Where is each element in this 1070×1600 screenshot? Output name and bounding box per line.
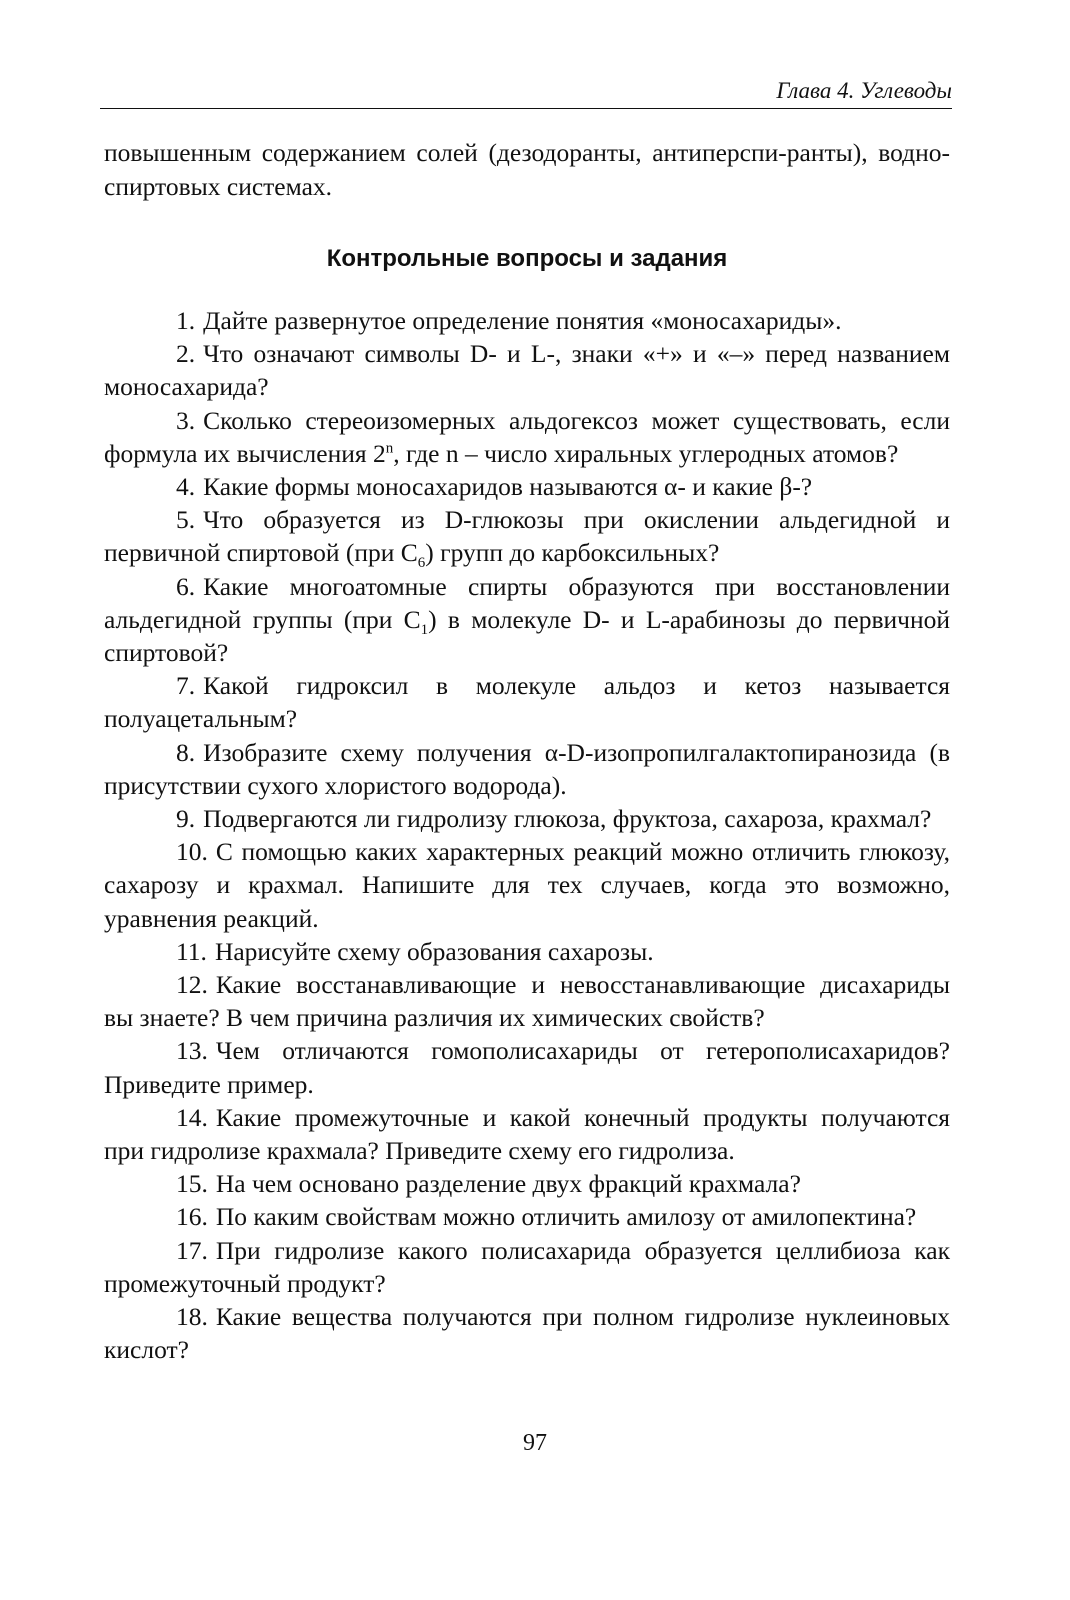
question-number: 11.	[176, 936, 207, 966]
question-text: Что означают символы D- и L-, знаки «+» и «–» перед названием моносахарида?	[104, 339, 950, 402]
question-number: 13.	[176, 1036, 208, 1066]
question-item	[104, 337, 950, 403]
question-number: 16.	[176, 1202, 208, 1232]
subscript: 6	[417, 555, 426, 572]
running-header: Глава 4. Углеводы	[776, 78, 952, 103]
header-rule	[100, 108, 952, 109]
question-number: 9.	[176, 804, 196, 834]
question-number: 3.	[176, 405, 196, 435]
question-item	[104, 1200, 950, 1233]
question-text: Нарисуйте схему образования сахарозы.	[214, 936, 654, 966]
question-item	[104, 1101, 950, 1167]
question-item	[104, 1167, 950, 1200]
section-heading: Контрольные вопросы и задания	[326, 245, 728, 272]
question-number: 1.	[176, 306, 196, 335]
question-number: 17.	[176, 1235, 208, 1265]
question-number: 15.	[176, 1169, 208, 1199]
question-number: 4.	[176, 472, 196, 502]
question-text: Какие восстанавливающие и невосстанавливающие дисахариды вы знаете? В чем причина различия их химических свойств?	[104, 970, 950, 1033]
question-text: Какие вещества получаются при полном гидролизе нуклеиновых кислот?	[104, 1302, 950, 1365]
question-text: Какие многоатомные спирты образуются при восстановлении альдегидной группы (при C	[104, 571, 950, 634]
question-number: 7.	[176, 671, 196, 701]
question-number: 18.	[176, 1302, 208, 1332]
question-text: Чем отличаются гомополисахариды от гетерополисахаридов? Приведите пример.	[104, 1036, 950, 1099]
question-item	[104, 1300, 950, 1366]
question-text: На чем основано разделение двух фракций крахмала?	[215, 1169, 801, 1199]
question-item	[104, 1234, 950, 1300]
question-text: По каким свойствам можно отличить амилозу от амилопектина?	[215, 1202, 917, 1232]
question-text: С помощью каких характерных реакций можно отличить глюкозу, сахарозу и крахмал. Напишите для тех случаев, когда это возможно, уравнения реакций.	[104, 837, 950, 933]
question-number: 5.	[176, 505, 196, 535]
question-text: Сколько стереоизомерных альдогексоз может существовать, если формула их вычисления 2	[104, 405, 950, 468]
question-text-end: ) групп до карбоксильных?	[425, 538, 720, 568]
question-text: Что образуется из D-глюкозы при окислении альдегидной и первичной спиртовой (при C	[104, 505, 950, 568]
question-number: 2.	[176, 339, 196, 369]
question-item	[104, 404, 950, 470]
question-item	[104, 968, 950, 1034]
question-text-end: , где n – число хиральных углеродных атомов?	[393, 438, 899, 468]
question-item	[104, 1034, 950, 1100]
question-item	[104, 470, 950, 503]
intro-paragraph: повышенным содержанием солей (дезодоранты, антиперспи-ранты), водно-спиртовых системах.	[104, 138, 950, 201]
question-number: 14.	[176, 1102, 208, 1132]
questions-list	[104, 304, 950, 1367]
question-text: Какие формы моносахаридов называются α- и какие β-?	[203, 472, 813, 502]
question-item	[104, 935, 950, 968]
question-item	[104, 835, 950, 935]
question-item	[104, 503, 950, 572]
page-number: 97	[523, 1430, 547, 1456]
question-text: Какой гидроксил в молекуле альдоз и кетоз называется полуацетальным?	[104, 671, 950, 734]
question-item	[104, 802, 950, 835]
question-number: 10.	[176, 837, 208, 867]
question-text: Подвергаются ли гидролизу глюкоза, фруктоза, сахароза, крахмал?	[203, 804, 932, 834]
question-text-end: ) в молекуле D- и L-арабинозы до первичной спиртовой?	[104, 604, 950, 668]
question-number: 12.	[176, 970, 208, 1000]
question-number: 6.	[176, 571, 196, 601]
question-item	[104, 304, 950, 337]
superscript: n	[385, 440, 394, 457]
question-item	[104, 669, 950, 735]
question-item	[104, 736, 950, 802]
subscript: 1	[420, 621, 429, 638]
question-text: Дайте развернутое определение понятия «моносахариды».	[203, 306, 842, 335]
question-text: Какие промежуточные и какой конечный продукты получаются при гидролизе крахмала? Приведите схему его гидролиза.	[104, 1102, 950, 1166]
question-text: Изобразите схему получения α-D-изопропилгалактопиранозида (в присутствии сухого хлористого водорода).	[104, 737, 950, 800]
question-item	[104, 570, 950, 670]
question-number: 8.	[176, 737, 196, 767]
question-text: При гидролизе какого полисахарида образуется целлибиоза как промежуточный продукт?	[104, 1235, 950, 1298]
